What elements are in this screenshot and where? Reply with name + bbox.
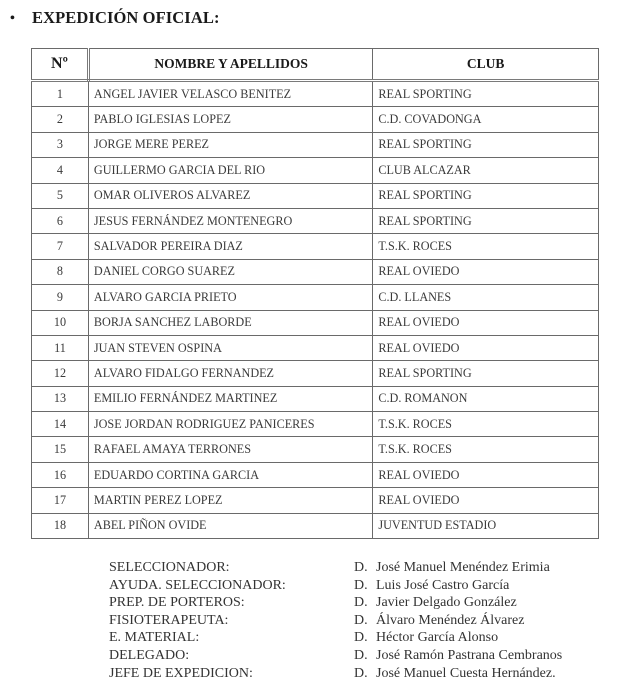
table-row (32, 310, 599, 335)
row-number: 11 (32, 335, 89, 360)
header-club: CLUB (373, 49, 599, 81)
staff-prefix: D. (354, 560, 368, 575)
row-number: 12 (32, 361, 89, 386)
row-number: 7 (32, 234, 89, 259)
staff-role: E. MATERIAL: (109, 630, 200, 646)
player-club: REAL OVIEDO (373, 335, 599, 360)
player-name: JOSE JORDAN RODRIGUEZ PANICERES (88, 412, 372, 437)
table-row (32, 259, 599, 284)
header-number: Nº (32, 49, 89, 81)
player-club: REAL SPORTING (373, 132, 599, 157)
table-row (32, 158, 599, 183)
section-title: EXPEDICIÓN OFICIAL: (32, 8, 220, 27)
staff-prefix: D. (354, 647, 368, 663)
player-name: ALVARO GARCIA PRIETO (88, 285, 372, 310)
player-name: ALVARO FIDALGO FERNANDEZ (88, 361, 372, 386)
player-name: JESUS FERNÁNDEZ MONTENEGRO (88, 208, 372, 233)
staff-role: JEFE DE EXPEDICION: (109, 665, 253, 681)
row-number: 15 (32, 437, 89, 462)
player-club: CLUB ALCAZAR (373, 158, 599, 183)
table-row (32, 488, 599, 513)
staff-role: DELEGADO: (109, 647, 190, 663)
staff-prefix: D. (354, 630, 368, 646)
row-number: 1 (32, 81, 89, 107)
player-name: ANGEL JAVIER VELASCO BENITEZ (88, 81, 372, 107)
row-number: 8 (32, 259, 89, 284)
player-name: ABEL PIÑON OVIDE (88, 513, 372, 538)
staff-role: SELECCIONADOR: (109, 560, 230, 575)
player-name: EDUARDO CORTINA GARCIA (88, 462, 372, 487)
player-club: C.D. LLANES (373, 285, 599, 310)
player-name: EMILIO FERNÁNDEZ MARTINEZ (88, 386, 372, 411)
player-club: T.S.K. ROCES (373, 412, 599, 437)
staff-row (109, 647, 562, 665)
table-row (32, 183, 599, 208)
row-number: 4 (32, 158, 89, 183)
player-club: T.S.K. ROCES (373, 234, 599, 259)
row-number: 2 (32, 107, 89, 132)
staff-row (109, 665, 562, 683)
player-club: C.D. ROMANON (373, 386, 599, 411)
row-number: 3 (32, 132, 89, 157)
row-number: 18 (32, 513, 89, 538)
row-number: 9 (32, 285, 89, 310)
player-name: JORGE MERE PEREZ (88, 132, 372, 157)
table-row (32, 335, 599, 360)
staff-role: FISIOTERAPEUTA: (109, 612, 229, 628)
staff-row (109, 577, 562, 595)
table-row (32, 107, 599, 132)
staff-list (109, 559, 562, 682)
bullet-icon: • (10, 11, 16, 26)
row-number: 17 (32, 488, 89, 513)
staff-person: José Ramón Pastrana Cembranos (376, 647, 563, 663)
table-row (32, 437, 599, 462)
player-name: BORJA SANCHEZ LABORDE (88, 310, 372, 335)
player-name: PABLO IGLESIAS LOPEZ (88, 107, 372, 132)
player-club: C.D. COVADONGA (373, 107, 599, 132)
staff-person: Álvaro Menéndez Álvarez (376, 612, 525, 628)
table-row (32, 462, 599, 487)
table-row (32, 513, 599, 538)
player-name: RAFAEL AMAYA TERRONES (88, 437, 372, 462)
row-number: 13 (32, 386, 89, 411)
section-heading (10, 8, 220, 28)
staff-person: José Manuel Cuesta Hernández. (376, 665, 556, 681)
staff-prefix: D. (354, 577, 368, 593)
player-club: REAL OVIEDO (373, 259, 599, 284)
table-row (32, 132, 599, 157)
player-club: REAL SPORTING (373, 81, 599, 107)
staff-row (109, 612, 562, 630)
header-name: NOMBRE Y APELLIDOS (88, 49, 372, 81)
table-row (32, 361, 599, 386)
table-header-row (32, 49, 599, 81)
player-name: JUAN STEVEN OSPINA (88, 335, 372, 360)
player-club: REAL SPORTING (373, 183, 599, 208)
player-name: GUILLERMO GARCIA DEL RIO (88, 158, 372, 183)
staff-person: Javier Delgado González (376, 595, 517, 611)
player-name: MARTIN PEREZ LOPEZ (88, 488, 372, 513)
roster-table (31, 48, 599, 539)
player-name: DANIEL CORGO SUAREZ (88, 259, 372, 284)
player-name: SALVADOR PEREIRA DIAZ (88, 234, 372, 259)
table-row (32, 285, 599, 310)
staff-person: Héctor García Alonso (376, 630, 499, 646)
row-number: 16 (32, 462, 89, 487)
player-club: JUVENTUD ESTADIO (373, 513, 599, 538)
row-number: 5 (32, 183, 89, 208)
staff-row (109, 594, 562, 612)
player-club: REAL OVIEDO (373, 310, 599, 335)
staff-role: PREP. DE PORTEROS: (109, 595, 245, 611)
player-club: REAL SPORTING (373, 208, 599, 233)
staff-row (109, 559, 562, 577)
staff-role: AYUDA. SELECCIONADOR: (109, 577, 286, 593)
table-row (32, 208, 599, 233)
player-club: REAL OVIEDO (373, 462, 599, 487)
staff-prefix: D. (354, 612, 368, 628)
table-row (32, 386, 599, 411)
row-number: 6 (32, 208, 89, 233)
staff-person: José Manuel Menéndez Erimia (376, 560, 550, 575)
staff-prefix: D. (354, 665, 368, 681)
staff-row (109, 629, 562, 647)
player-club: REAL SPORTING (373, 361, 599, 386)
staff-person: Luis José Castro García (376, 577, 510, 593)
player-club: REAL OVIEDO (373, 488, 599, 513)
row-number: 10 (32, 310, 89, 335)
table-row (32, 234, 599, 259)
player-club: T.S.K. ROCES (373, 437, 599, 462)
row-number: 14 (32, 412, 89, 437)
table-row (32, 81, 599, 107)
staff-prefix: D. (354, 595, 368, 611)
player-name: OMAR OLIVEROS ALVAREZ (88, 183, 372, 208)
table-row (32, 412, 599, 437)
roster-body (32, 81, 599, 539)
